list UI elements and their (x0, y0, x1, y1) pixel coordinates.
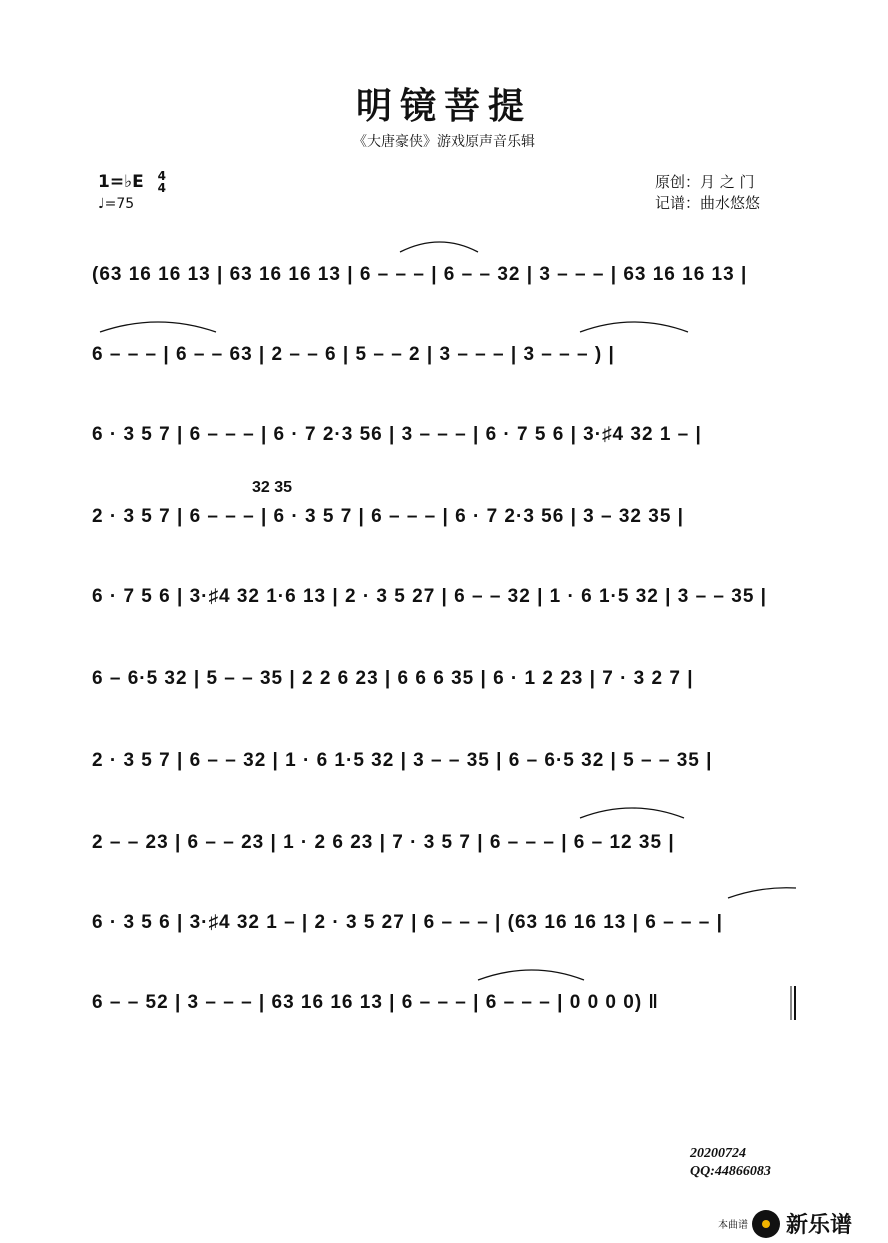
brand-prefix: 本曲谱 (718, 1220, 748, 1231)
footer-info (690, 1145, 771, 1181)
row-notes: 6 · 3 5 7 | 6 – – – | 6 · 7 2·3 56 | 3 – – – | 6 · 7 5 6 | 3·♯4 32 1 – | (92, 424, 702, 445)
brand-name: 新乐谱 (786, 1213, 853, 1238)
score-title: 明镜菩提 (355, 86, 532, 127)
key-label: 1=♭E (98, 172, 144, 192)
record-disc-icon (752, 1210, 780, 1238)
row-notes: (63 16 16 13 | 63 16 16 13 | 6 – – – | 6 – – 32 | 3 – – – | 63 16 16 13 | (92, 264, 748, 285)
brand-logo (718, 1208, 852, 1239)
footer-qq: QQ:44866083 (690, 1164, 771, 1179)
row-notes: 6 – – – | 6 – – 63 | 2 – – 6 | 5 – – 2 | 3 – – – | 3 – – – ) | (92, 344, 615, 365)
row-notes: 2 · 3 5 7 | 6 – – 32 | 1 · 6 1·5 32 | 3 – – 35 | 6 – 6·5 32 | 5 – – 35 | (92, 750, 713, 771)
time-signature-bottom: 4 (157, 181, 166, 195)
row-notes: 2 – – 23 | 6 – – 23 | 1 · 2 6 23 | 7 · 3 5 7 | 6 – – – | 6 – 12 35 | (92, 832, 675, 853)
composer: 原创：月 之 门 (655, 173, 755, 191)
score-subtitle: 《大唐豪侠》游戏原声音乐辑 (353, 134, 535, 150)
row-notes: 6 – – 52 | 3 – – – | 63 16 16 13 | 6 – – – | 6 – – – | 0 0 0 0) ‖ (92, 992, 659, 1013)
footer-date: 20200724 (690, 1146, 746, 1161)
transcriber: 记谱：曲水悠悠 (655, 194, 761, 212)
row-notes: 6 – 6·5 32 | 5 – – 35 | 2 2 6 23 | 6 6 6 35 | 6 · 1 2 23 | 7 · 3 2 7 | (92, 668, 694, 689)
grace-notes: 32 35 (252, 479, 293, 496)
time-signature-top: 4 (157, 169, 166, 183)
row-notes: 6 · 3 5 6 | 3·♯4 32 1 – | 2 · 3 5 27 | 6 – – – | (63 16 16 13 | 6 – – – | (92, 912, 723, 933)
row-notes: 6 · 7 5 6 | 3·♯4 32 1·6 13 | 2 · 3 5 27 | 6 – – 32 | 1 · 6 1·5 32 | 3 – – 35 | (92, 586, 767, 607)
tempo-marking: ♩=75 (98, 196, 135, 212)
row-notes: 2 · 3 5 7 | 6 – – – | 6 · 3 5 7 | 6 – – – | 6 · 7 2·3 56 | 3 – 32 35 | (92, 506, 684, 527)
